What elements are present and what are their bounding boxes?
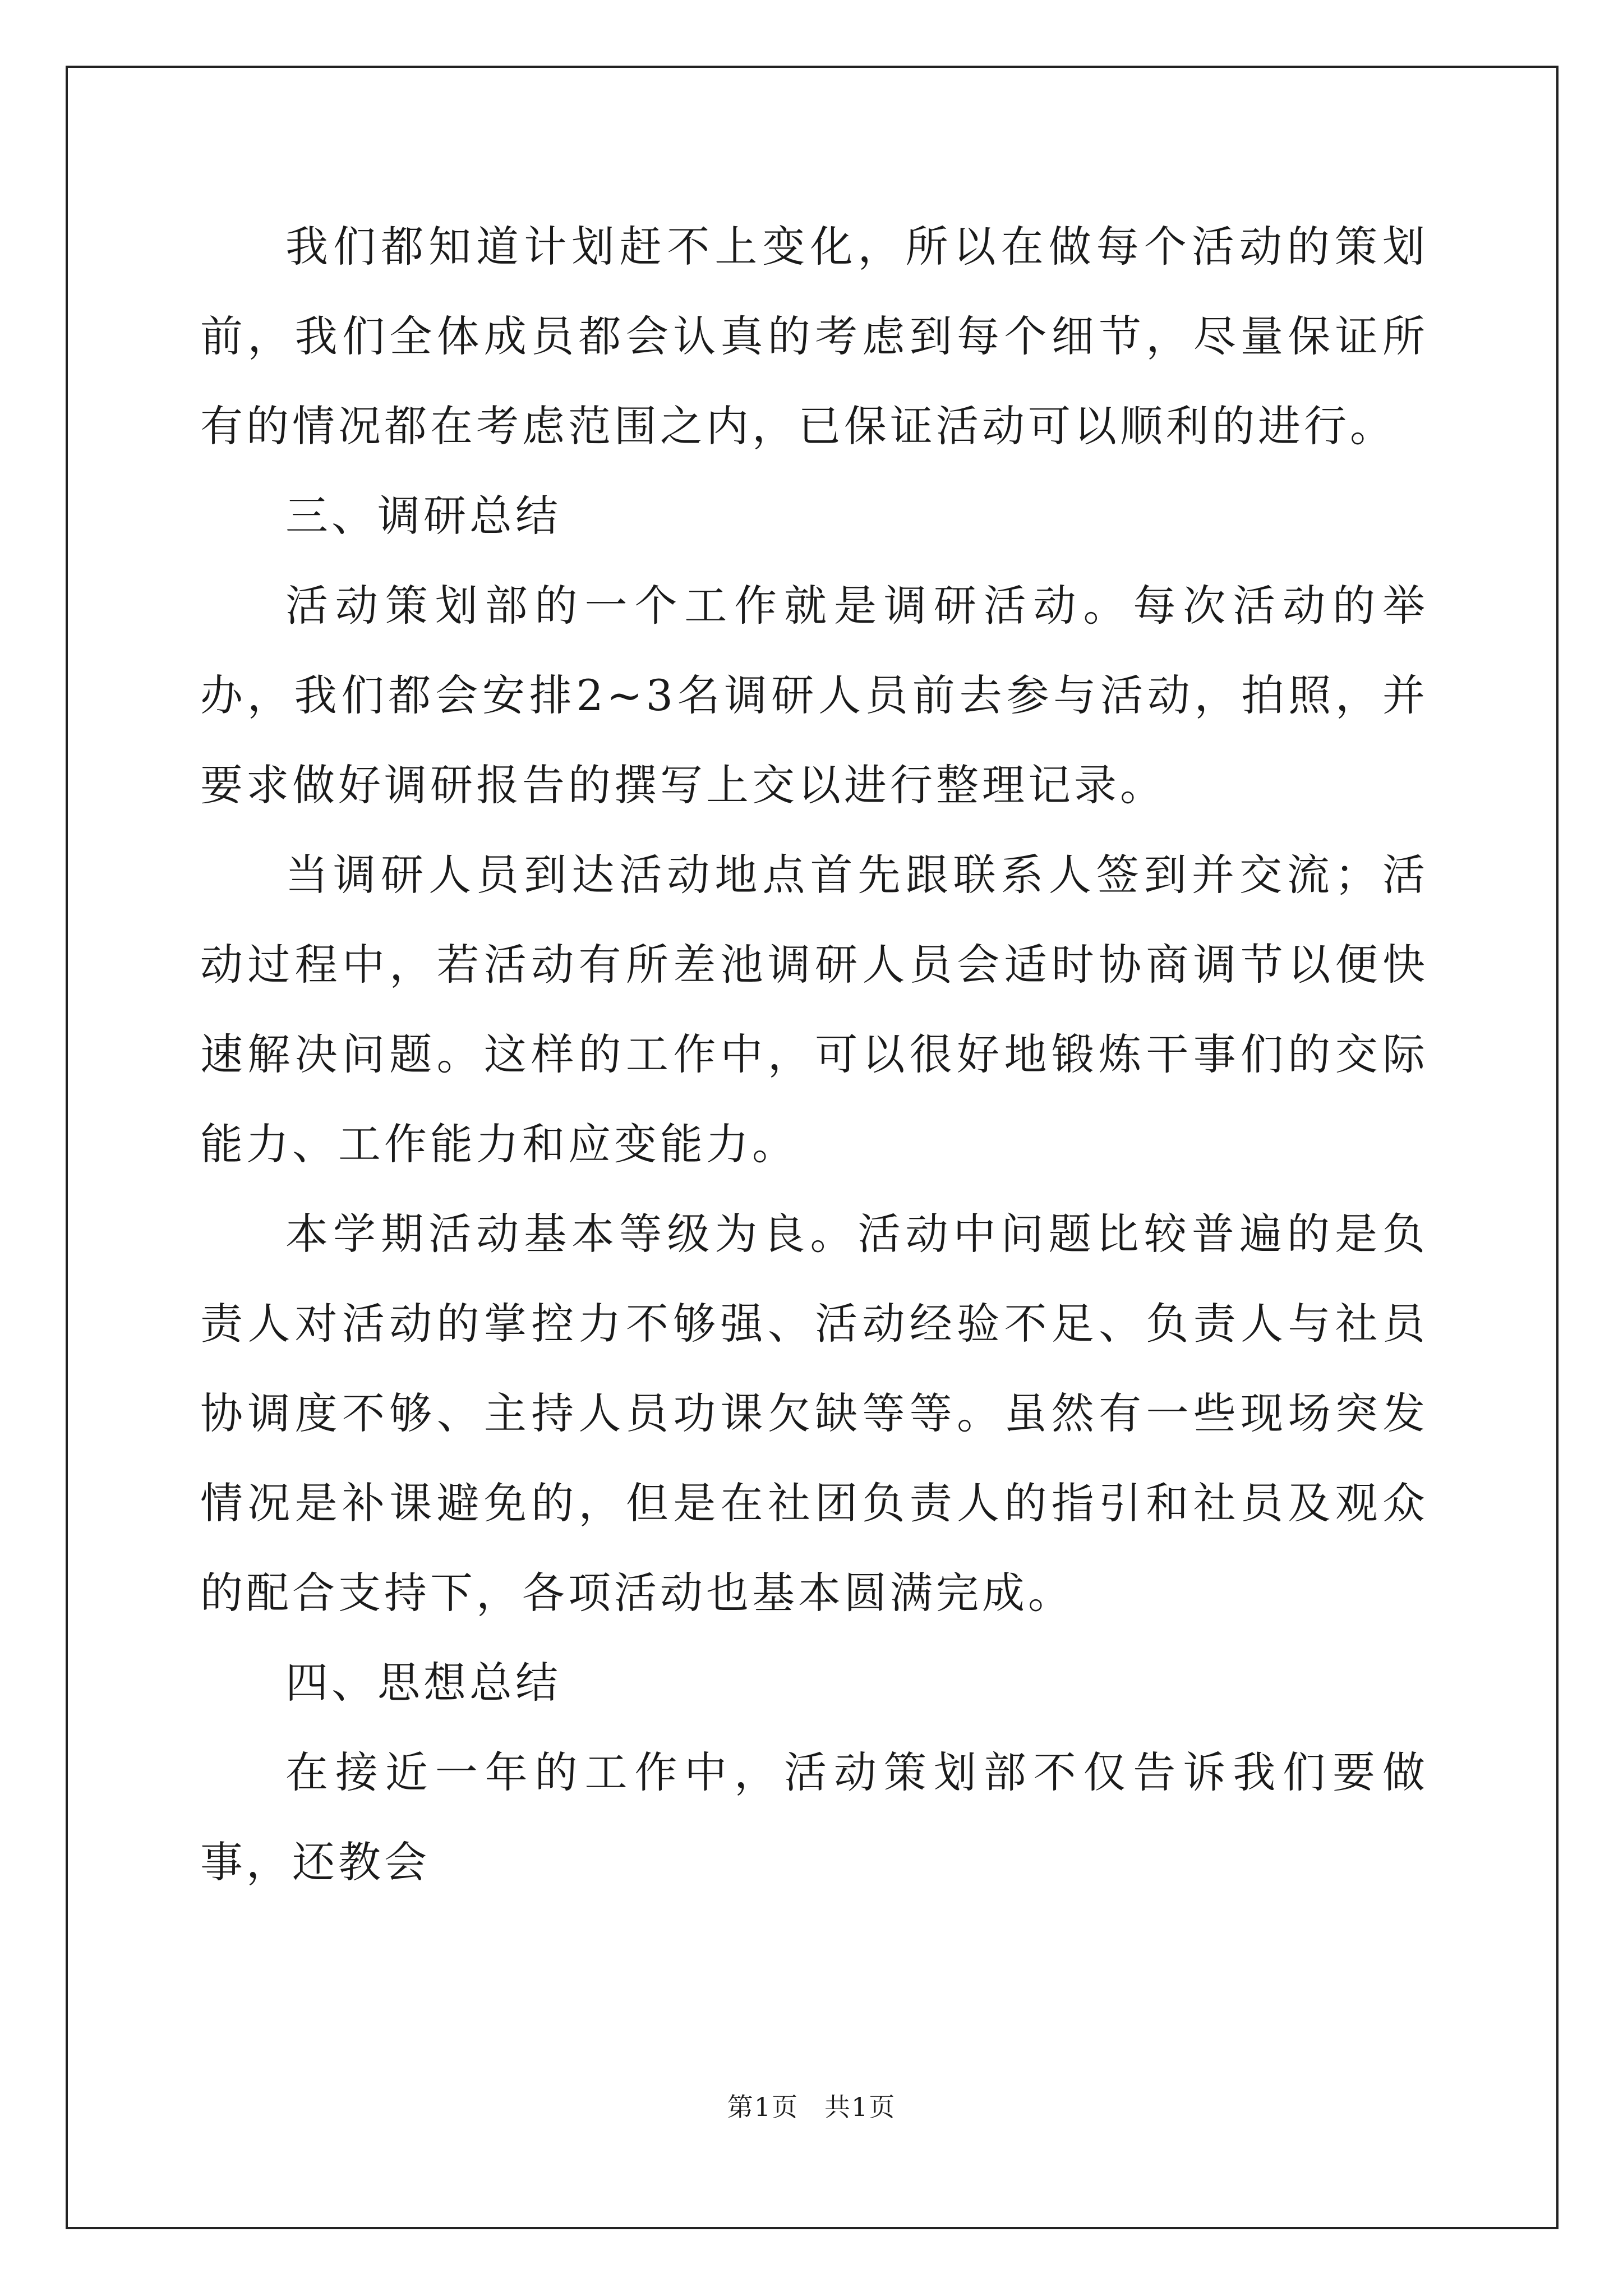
page-footer [0, 2087, 1623, 2124]
section-heading-thoughts: 四、思想总结 [285, 1658, 561, 1708]
paragraph-planning: 我们都知道计划赶不上变化，所以在做每个活动的策划前，我们全体成员都会认真的考虑到每个细节，尽量保证所有的情况都在考虑范围之内，已保证活动可以顺利的进行。 [200, 222, 1428, 451]
page-total: 共1页 [824, 2092, 896, 2122]
paragraph-thoughts: 在接近一年的工作中，活动策划部不仅告诉我们要做事，还教会 [200, 1747, 1428, 1887]
document-body [200, 202, 1428, 1907]
paragraph-semester-evaluation: 本学期活动基本等级为良。活动中问题比较普遍的是负责人对活动的掌控力不够强、活动经验不足、负责人与社员协调度不够、主持人员功课欠缺等等。虽然有一些现场突发情况是补课避免的，但是在社团负责人的指引和社员及观众的配合支持下，各项活动也基本圆满完成。 [200, 1209, 1428, 1618]
page-number: 第1页 [727, 2092, 799, 2122]
section-heading-research: 三、调研总结 [285, 491, 561, 541]
paragraph-research-process: 当调研人员到达活动地点首先跟联系人签到并交流；活动过程中，若活动有所差池调研人员会适时协商调节以便快速解决问题。这样的工作中，可以很好地锻炼干事们的交际能力、工作能力和应变能力。 [200, 850, 1428, 1169]
paragraph-research-work: 活动策划部的一个工作就是调研活动。每次活动的举办，我们都会安排2~3名调研人员前去参与活动，拍照，并要求做好调研报告的撰写上交以进行整理记录。 [200, 581, 1428, 810]
